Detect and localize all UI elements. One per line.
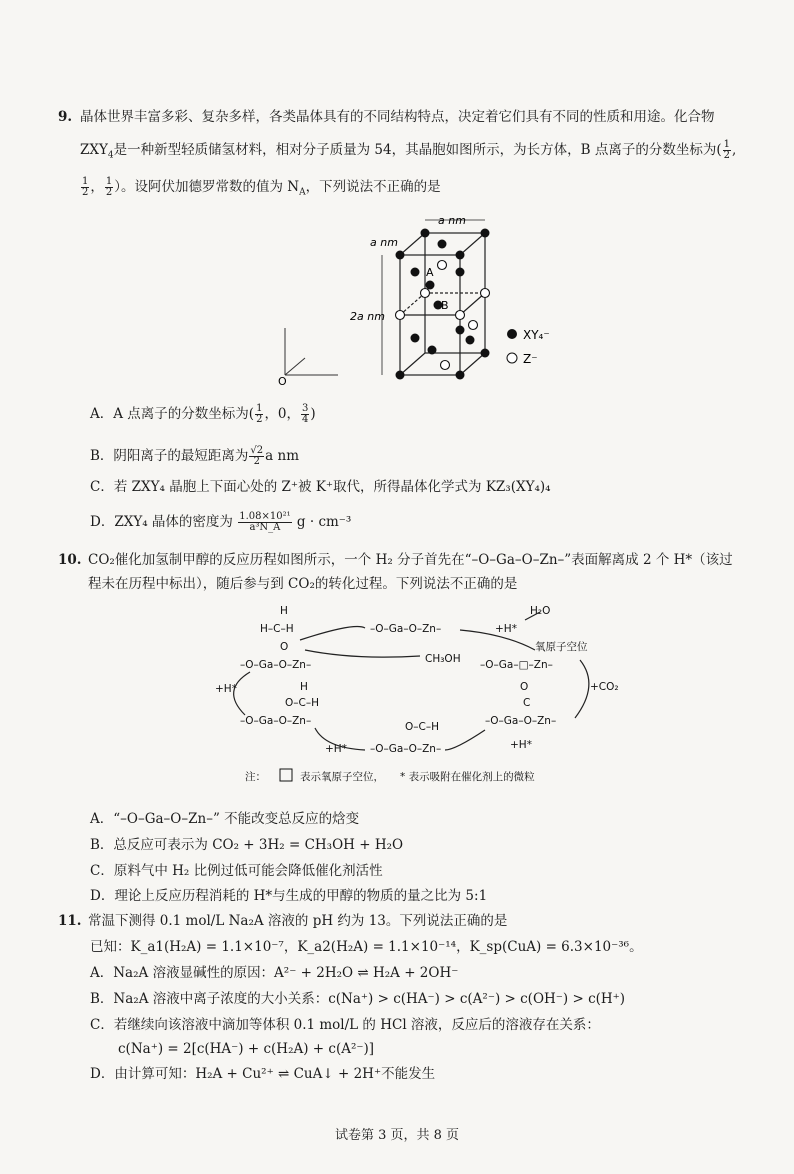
svg-text:H: H — [280, 605, 288, 617]
q11-option-c: C．若继续向该溶液中滴加等体积 0.1 mol/L 的 HCl 溶液，反应后的溶液存在关系： — [90, 1017, 600, 1033]
q10-option-d: D．理论上反应历程消耗的 H*与生成的甲醇的物质的量之比为 5:1 — [90, 888, 488, 904]
svg-text:H: H — [300, 681, 308, 693]
q11-stem: 常温下测得 0.1 mol/L Na₂A 溶液的 pH 约为 13。下列说法正确的是 — [88, 913, 508, 929]
label-B: B — [441, 299, 449, 312]
mech-ch3oh: CH₃OH — [425, 653, 461, 665]
mech-plus-h-bottom-left: +H* — [325, 743, 347, 755]
svg-text:H–C–H: H–C–H — [260, 623, 294, 635]
q9-option-a: A．A 点离子的分数坐标为( $\frac{1}{2}$ ，0， $\frac{3}{4}$ ) — [90, 403, 316, 425]
mech-chain-right: –O–Ga–□–Zn– — [480, 659, 553, 671]
svg-text:O–C–H: O–C–H — [285, 697, 319, 709]
q9-number: 9. — [58, 109, 73, 125]
mech-plus-h-top: +H* — [495, 623, 517, 635]
legend-filled-marker — [507, 329, 517, 339]
mech-note-star: * 表示吸附在催化剂上的微粒 — [400, 771, 535, 783]
mech-vacancy-label: 氧原子空位 — [535, 641, 588, 653]
q11-known: 已知：K_a1(H₂A) = 1.1×10⁻⁷，K_a2(H₂A) = 1.1×10⁻¹⁴，K_sp(CuA) = 6.3×10⁻³⁶。 — [90, 939, 643, 955]
legend-filled-label: XY₄⁻ — [523, 328, 550, 342]
q9-option-d: D．ZXY₄ 晶体的密度为 $\frac{\text{1.08×10²¹}}{\text{a³N\_A}}$ g · cm⁻³ — [90, 511, 352, 533]
q11-option-a: A．Na₂A 溶液显碱性的原因：A²⁻ + 2H₂O ⇌ H₂A + 2OH⁻ — [90, 965, 459, 981]
axis-origin-label: O — [278, 375, 287, 388]
svg-text:O: O — [520, 681, 529, 693]
q11-option-c-line2: c(Na⁺) = 2[c(HA⁻) + c(H₂A) + c(A²⁻)] — [118, 1041, 375, 1057]
axis-lines — [285, 328, 338, 375]
q10-stem-line2: 程未在历程中标出），随后参与到 CO₂的转化过程。下列说法不正确的是 — [88, 576, 518, 592]
legend-open-marker — [507, 353, 517, 363]
mech-plus-h-bottom-right: +H* — [510, 739, 532, 751]
svg-text:O: O — [280, 641, 289, 653]
mech-h2o: H₂O — [530, 605, 551, 617]
mech-chain-top: –O–Ga–O–Zn– — [370, 623, 442, 635]
q11-option-d: D．由计算可知：H₂A + Cu²⁺ ⇌ CuA↓ + 2H⁺不能发生 — [90, 1066, 436, 1082]
q10-option-c: C．原料气中 H₂ 比例过低可能会降低催化剂活性 — [90, 863, 383, 879]
q9-option-b: B．阴阳离子的最短距离为 $\frac{√2}{2}$ a nm — [90, 445, 299, 467]
q10-stem-line1: CO₂催化加氢制甲醇的反应历程如图所示，一个 H₂ 分子首先在“–O–Ga–O–Zn–”表面解离成 2 个 H*（该过 — [88, 552, 733, 568]
label-A: A — [426, 266, 434, 279]
mech-chain-top-left: –O–Ga–O–Zn– — [240, 659, 312, 671]
svg-text:O–C–H: O–C–H — [405, 721, 439, 733]
mech-note-box: 表示氧原子空位， — [300, 771, 384, 783]
page-footer: 试卷第 3 页，共 8 页 — [334, 1128, 460, 1143]
label-2a: 2a nm — [350, 310, 385, 323]
mech-chain-left-bottom: –O–Ga–O–Zn– — [240, 715, 312, 727]
label-a-top: a nm — [438, 214, 466, 227]
q10-option-b: B．总反应可表示为 CO₂ + 3H₂ = CH₃OH + H₂O — [90, 837, 404, 853]
svg-text:–O–Ga–O–Zn–: –O–Ga–O–Zn– — [370, 743, 442, 755]
q10-option-a: A．“–O–Ga–O–Zn–” 不能改变总反应的焓变 — [90, 811, 360, 827]
mech-note: 注： — [245, 771, 266, 783]
mech-plus-h-left: +H* — [215, 683, 237, 695]
q9-stem-line2: $ZXY_4$是一种新型轻质储氢材料，相对分子质量为 54，其晶胞如图所示，为长方体，B 点离子的分数坐标为( $\frac{1}{2}$ , — [80, 139, 737, 161]
legend-open-label: Z⁻ — [523, 352, 538, 366]
mech-chain-right-bottom: –O–Ga–O–Zn– — [485, 715, 557, 727]
crystal-cell-figure — [270, 210, 570, 390]
mech-plus-co2: +CO₂ — [590, 681, 619, 693]
vacancy-box-icon — [280, 769, 292, 781]
q11-number: 11. — [58, 913, 82, 929]
q11-option-b: B．Na₂A 溶液中离子浓度的大小关系：c(Na⁺) > c(HA⁻) > c(A²⁻) > c(OH⁻) > c(H⁺) — [90, 991, 626, 1007]
q9-stem-line1: 晶体世界丰富多彩、复杂多样，各类晶体具有的不同结构特点，决定着它们具有不同的性质和用途。化合物 — [80, 109, 715, 125]
q9-stem-line3: $\frac{1}{2}$ ， $\frac{1}{2}$ ）。设阿伏加德罗常数的值为 $N_A$，下列说法不正确的是 — [82, 176, 441, 198]
reaction-mechanism-figure — [205, 600, 635, 790]
q10-number: 10. — [58, 552, 82, 568]
label-a-side: a nm — [370, 236, 398, 249]
svg-text:C: C — [523, 697, 531, 709]
q9-option-c: C．若 ZXY₄ 晶胞上下面心处的 Z⁺被 K⁺取代，所得晶体化学式为 KZ₃(XY₄)₄ — [90, 479, 551, 495]
